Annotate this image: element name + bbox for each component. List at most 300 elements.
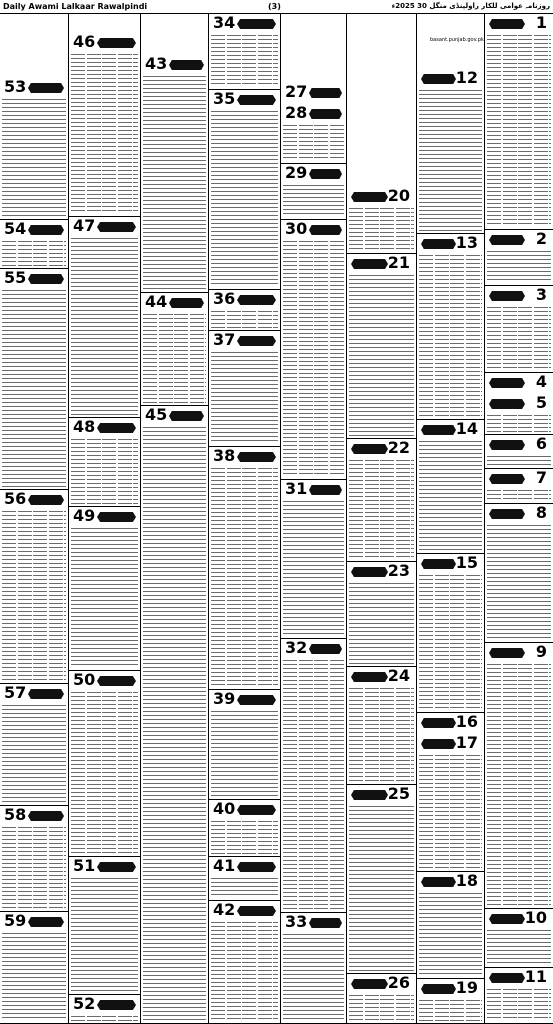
notice-body-text [143,313,206,403]
notice-banner [347,187,416,206]
notice-banner [485,14,553,33]
banner-ornament [237,695,276,705]
notice-number: 59 [4,912,27,930]
notice-body-text [71,438,138,504]
notice-28 [281,104,346,164]
notice-body-text [211,351,278,444]
banner-ornament [28,495,64,505]
notice-44 [141,293,208,406]
notice-1 [485,14,553,230]
notice-12 [417,69,484,234]
banner-ornament [489,440,525,450]
notice-banner [417,713,484,732]
banner-ornament [421,739,456,749]
notice-banner [485,968,553,987]
notice-number: 25 [387,785,410,803]
notice-banner [281,639,346,658]
banner-ornament [28,811,64,821]
notice-number: 15 [455,554,478,572]
banner-ornament [97,222,136,232]
notice-body-text [487,929,551,965]
banner-ornament [489,399,525,409]
notice-number: 17 [455,734,478,752]
notice-number: 40 [213,800,236,818]
notice-banner [281,164,346,183]
notice-body-text [71,527,138,668]
notice-43 [141,55,208,293]
notice-number: 32 [285,639,308,657]
notice-number: 52 [73,995,96,1013]
notice-number: 3 [535,286,547,304]
banner-ornament [421,877,456,887]
banner-ornament [28,917,64,927]
notice-number: 46 [73,33,96,51]
notice-number: 6 [535,435,547,453]
banner-ornament [489,509,525,519]
notice-number: 11 [524,968,547,986]
banner-ornament [309,88,342,98]
notice-34 [209,14,280,90]
notice-number: 13 [455,234,478,252]
banner-ornament [97,862,136,872]
notice-banner [485,504,553,523]
notice-number: 1 [535,14,547,32]
banner-ornament [28,225,64,235]
notice-5 [485,394,553,435]
notice-number: 31 [285,480,308,498]
notice-number: 2 [535,230,547,248]
notice-body-text [211,921,278,1021]
notice-body-text [349,582,414,664]
notice-number: 7 [535,469,547,487]
notice-banner [69,671,140,690]
notice-35 [209,90,280,290]
notice-55 [0,269,68,490]
notice-26 [347,974,416,1024]
notice-body-text [349,207,414,251]
notice-number: 16 [455,713,478,731]
banner-ornament [169,298,204,308]
notice-body-text [419,754,482,869]
notice-9 [485,643,553,909]
column-2 [68,14,140,1024]
notice-11 [485,968,553,1024]
notice-banner [69,857,140,876]
notice-banner [417,420,484,439]
notice-body-text [487,414,551,432]
notice-2 [485,230,553,286]
banner-ornament [351,192,388,202]
notice-banner [417,69,484,88]
notice-banner [209,901,280,920]
banner-ornament [489,291,525,301]
notice-body-text [283,933,344,1021]
notice-banner [347,667,416,686]
notice-46 [69,33,140,217]
banner-ornament [421,718,456,728]
notice-50 [69,671,140,857]
notice-body-text [349,994,414,1021]
notice-body-text [211,34,278,87]
notice-number: 9 [535,643,547,661]
notice-body-text [419,89,482,231]
notice-banner [0,269,68,288]
notice-41 [209,857,280,901]
banner-ornament [97,423,136,433]
notice-58 [0,806,68,912]
notice-number: 58 [4,806,27,824]
banner-ornament [421,239,456,249]
notice-body-text [2,510,66,681]
notice-number: 54 [4,220,27,238]
notice-body-text [2,240,66,266]
notice-number: 27 [285,83,308,101]
banner-ornament [237,452,276,462]
notice-number: 39 [213,690,236,708]
notice-banner [485,435,553,454]
notice-number: 28 [285,104,308,122]
notice-number: 12 [455,69,478,87]
banner-ornament [237,906,276,916]
notice-banner [485,394,553,413]
notice-30 [281,220,346,480]
notice-banner [417,979,484,998]
notice-body-text [71,691,138,854]
banner-ornament [309,169,342,179]
notice-body-text [71,237,138,415]
banner-ornament [489,235,525,245]
banner-ornament [489,914,525,924]
notice-body-text [211,877,278,898]
notice-number: 57 [4,684,27,702]
notice-banner [347,974,416,993]
notice-banner [485,469,553,488]
banner-ornament [28,274,64,284]
notice-banner [485,909,553,928]
notice-56 [0,490,68,684]
notice-banner [347,439,416,458]
notice-body-text [487,250,551,283]
banner-ornament [421,559,456,569]
notice-banner [485,643,553,662]
notice-number: 26 [387,974,410,992]
notice-57 [0,684,68,806]
column-5 [280,14,346,1024]
notice-25 [347,785,416,974]
notice-body-text [487,524,551,640]
notice-body-text [283,500,344,636]
banner-ornament [237,19,276,29]
banner-ornament [421,984,456,994]
banner-ornament [28,83,64,93]
notice-32 [281,639,346,913]
notice-number: 19 [455,979,478,997]
column-8 [484,14,553,1024]
notice-banner [281,220,346,239]
notice-7 [485,469,553,504]
notice-14 [417,420,484,554]
notice-body-text [487,34,551,227]
notice-banner [485,230,553,249]
banner-ornament [237,95,276,105]
notice-19 [417,979,484,1024]
notice-59 [0,912,68,1024]
notice-banner [0,490,68,509]
notice-number: 43 [145,55,168,73]
notice-number: 30 [285,220,308,238]
notice-number: 33 [285,913,308,931]
banner-ornament [351,567,388,577]
notice-number: 55 [4,269,27,287]
notice-number: 29 [285,164,308,182]
notice-24 [347,667,416,785]
notice-37 [209,331,280,447]
notice-number: 56 [4,490,27,508]
notice-body-text [2,704,66,803]
notices-sheet [0,14,553,1024]
column-3 [140,14,208,1024]
notice-body-text [2,932,66,1021]
notice-6 [485,435,553,469]
notice-53 [0,78,68,220]
notice-number: 45 [145,406,168,424]
notice-body-text [487,663,551,906]
notice-number: 10 [524,909,547,927]
notice-banner [141,406,208,425]
notice-body-text [349,274,414,436]
notice-17 [417,734,484,872]
notice-body-text [71,1015,138,1021]
footer-url: basant.punjab.gov.pk [430,37,484,43]
banner-ornament [351,979,388,989]
banner-ornament [489,19,525,29]
notice-number: 34 [213,14,236,32]
notice-38 [209,447,280,690]
notice-body-text [283,659,344,910]
notice-body-text [487,455,551,466]
notice-39 [209,690,280,800]
notice-banner [417,734,484,753]
notice-8 [485,504,553,643]
notice-number: 37 [213,331,236,349]
notice-body-text [349,459,414,559]
banner-ornament [169,60,204,70]
notice-42 [209,901,280,1024]
notice-body-text [211,710,278,797]
notice-body-text [419,440,482,551]
notice-number: 36 [213,290,236,308]
banner-ornament [169,411,204,421]
banner-ornament [97,1000,136,1010]
notice-45 [141,406,208,1024]
banner-ornament [237,336,276,346]
notice-36 [209,290,280,331]
notice-banner [0,684,68,703]
banner-ornament [489,378,525,388]
notice-number: 51 [73,857,96,875]
notice-banner [209,800,280,819]
notice-number: 20 [387,187,410,205]
notice-52 [69,995,140,1024]
masthead-title: Daily Awami Lalkaar Rawalpindi [3,2,148,11]
notice-body-text [211,110,278,287]
page-number: (3) [268,2,281,11]
notice-number: 5 [535,394,547,412]
notice-body-text [419,999,482,1021]
banner-ornament [489,973,525,983]
notice-number: 22 [387,439,410,457]
notice-47 [69,217,140,418]
notice-number: 44 [145,293,168,311]
notice-banner [281,83,346,102]
notice-banner [209,857,280,876]
notice-3 [485,286,553,373]
notice-banner [141,55,208,74]
notice-body-text [211,820,278,854]
notice-body-text [2,289,66,487]
notice-33 [281,913,346,1024]
notice-20 [347,187,416,254]
notice-number: 35 [213,90,236,108]
notice-banner [417,872,484,891]
notice-banner [0,220,68,239]
banner-ornament [351,790,388,800]
notice-banner [69,33,140,52]
notice-banner [69,418,140,437]
notice-16 [417,713,484,735]
notice-body-text [487,489,551,501]
notice-number: 41 [213,857,236,875]
notice-29 [281,164,346,220]
notice-banner [209,690,280,709]
banner-ornament [309,485,342,495]
notice-body-text [487,306,551,370]
notice-banner [209,331,280,350]
notice-number: 23 [387,562,410,580]
banner-ornament [351,672,388,682]
notice-banner [0,912,68,931]
notice-banner [209,90,280,109]
notice-10 [485,909,553,968]
notice-54 [0,220,68,269]
notice-27 [281,83,346,105]
notice-body-text [283,240,344,477]
notice-number: 8 [535,504,547,522]
notice-banner [417,554,484,573]
notice-body-text [487,988,551,1021]
notice-banner [0,78,68,97]
notice-body-text [143,75,206,290]
banner-ornament [421,74,456,84]
notice-body-text [283,184,344,217]
notice-21 [347,254,416,439]
column-1 [0,14,68,1024]
banner-ornament [237,862,276,872]
column-6 [346,14,416,1024]
notice-4 [485,373,553,395]
notice-number: 14 [455,420,478,438]
notice-banner [0,806,68,825]
notice-banner [347,254,416,273]
notice-number: 38 [213,447,236,465]
banner-ornament [489,648,525,658]
notice-body-text [2,98,66,217]
banner-ornament [97,512,136,522]
banner-ornament [237,805,276,815]
notice-body-text [349,805,414,971]
notice-22 [347,439,416,562]
notice-banner [347,785,416,804]
notice-banner [281,104,346,123]
notice-banner [69,995,140,1014]
notice-banner [281,913,346,932]
notice-number: 49 [73,507,96,525]
column-4 [208,14,280,1024]
notice-18 [417,872,484,979]
notice-13 [417,234,484,420]
notice-40 [209,800,280,857]
notice-banner [209,447,280,466]
notice-banner [417,234,484,253]
banner-ornament [351,259,388,269]
masthead-date: ﺭﻭﺯﻧﺎﻣﮧ ﻋﻮﺍﻣﯽ ﻟﻠﮑﺎﺭ ﺭﺍﻭﻟﭙﻨﮉﯼ ﻣﻨﮕﻞ 30 2025ء [391,2,550,10]
column-7 [416,14,484,1024]
notice-banner [347,562,416,581]
notice-body-text [71,877,138,992]
notice-49 [69,507,140,671]
banner-ornament [351,444,388,454]
banner-ornament [421,425,456,435]
notice-number: 48 [73,418,96,436]
notice-body-text [2,826,66,909]
notice-body-text [349,687,414,782]
banner-ornament [28,689,64,699]
notice-banner [141,293,208,312]
banner-ornament [489,474,525,484]
notice-banner [69,507,140,526]
notice-body-text [211,310,278,328]
banner-ornament [309,109,342,119]
notice-31 [281,480,346,639]
notice-body-text [283,124,344,161]
banner-ornament [97,38,136,48]
notice-15 [417,554,484,713]
notice-number: 53 [4,78,27,96]
notice-body-text [71,53,138,214]
banner-ornament [309,644,342,654]
banner-ornament [309,918,342,928]
notice-banner [485,373,553,392]
notice-banner [69,217,140,236]
notice-body-text [419,574,482,710]
notice-banner [281,480,346,499]
notice-number: 47 [73,217,96,235]
masthead [0,0,553,14]
banner-ornament [97,676,136,686]
notice-body-text [419,892,482,976]
notice-banner [209,290,280,309]
notice-body-text [419,254,482,417]
notice-banner [209,14,280,33]
notice-number: 42 [213,901,236,919]
banner-ornament [237,295,276,305]
notice-number: 50 [73,671,96,689]
banner-ornament [309,225,342,235]
notice-number: 18 [455,872,478,890]
notice-number: 21 [387,254,410,272]
notice-51 [69,857,140,995]
notice-banner [485,286,553,305]
